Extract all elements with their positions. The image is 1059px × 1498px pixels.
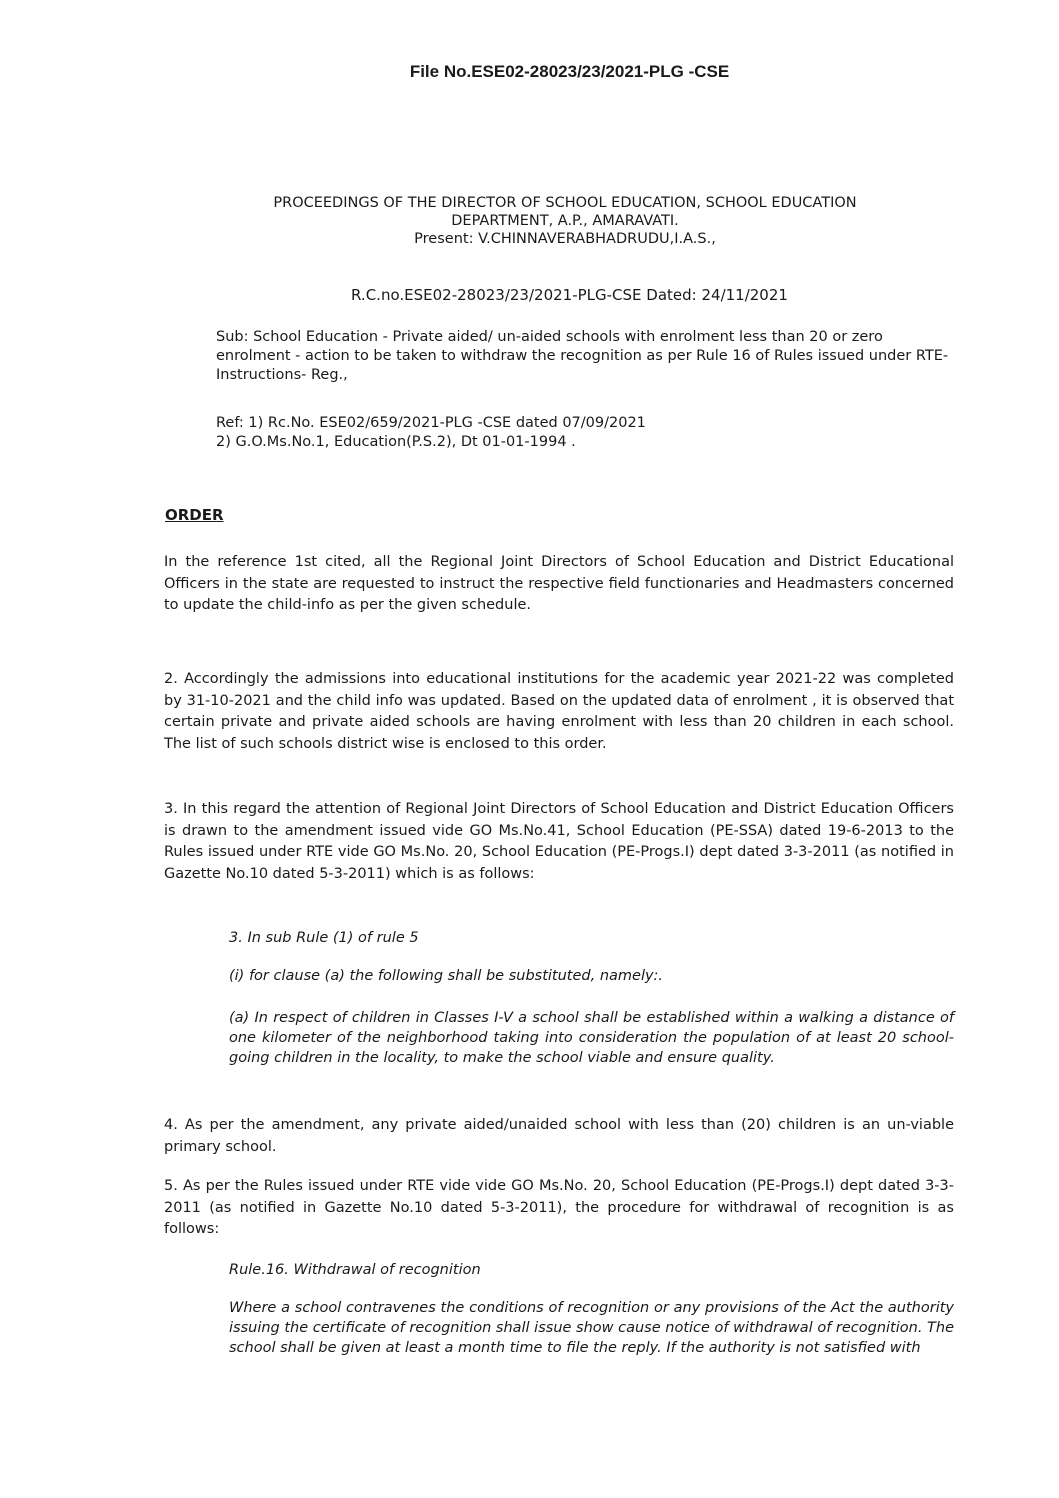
- paragraph-4: 4. As per the amendment, any private aided/unaided school with less than (20) children is an un-viable primary school.: [164, 1117, 954, 1155]
- paragraph-3: 3. In this regard the attention of Regional Joint Directors of School Education and District Education Officers is drawn to the amendment issued vide GO Ms.No.41, School Education (PE-SSA) dated 19-6-2013 to the Rules issued under RTE vide GO Ms.No. 20, School Education (PE-Progs.I) dept dated 3-3-2011 (as notified in Gazette No.10 dated 5-3-2011) which is as follows:: [164, 801, 954, 882]
- subject: Sub: School Education - Private aided/ un-aided schools with enrolment less than 20 or zero enrolment - action to be taken to withdraw the recognition as per Rule 16 of Rules issued under RTE- Instructions- Reg.,: [216, 329, 949, 383]
- quoted-clause: (i) for clause (a) the following shall be substituted, namely:.: [229, 968, 664, 984]
- quoted-rule-heading: 3. In sub Rule (1) of rule 5: [229, 930, 419, 946]
- rule-16-text: Where a school contravenes the conditions of recognition or any provisions of the Act the authority issuing the certificate of recognition shall issue show cause notice of withdrawal of recognition. The school shall be given at least a month time to file the reply. If the authority is not satisfied with: [229, 1300, 955, 1356]
- paragraph-1: In the reference 1st cited, all the Regional Joint Directors of School Education and District Educational Officers in the state are requested to instruct the respective field functionaries and Headmasters concerned to update the child-info as per the given schedule.: [164, 554, 954, 613]
- references: [216, 414, 961, 452]
- header-line-3: Present: V.CHINNAVERABHADRUDU,I.A.S.,: [414, 231, 716, 247]
- header-line-1: PROCEEDINGS OF THE DIRECTOR OF SCHOOL EDUCATION, SCHOOL EDUCATION: [273, 195, 857, 211]
- rc-number-date: R.C.no.ESE02-28023/23/2021-PLG-CSE Dated: 24/11/2021: [351, 286, 788, 304]
- rule-16-heading: Rule.16. Withdrawal of recognition: [229, 1262, 481, 1278]
- proceedings-header: [170, 194, 960, 248]
- reference-1: Ref: 1) Rc.No. ESE02/659/2021-PLG -CSE dated 07/09/2021: [216, 415, 646, 431]
- order-heading: ORDER: [165, 506, 224, 524]
- reference-2: 2) G.O.Ms.No.1, Education(P.S.2), Dt 01-01-1994 .: [216, 434, 576, 450]
- file-number: File No.ESE02-28023/23/2021-PLG -CSE: [409, 62, 730, 81]
- paragraph-2: 2. Accordingly the admissions into educational institutions for the academic year 2021-22 was completed by 31-10-2021 and the child info was updated. Based on the updated data of enrolment , it is observed that certain private and private aided schools are having enrolment with less than 20 children in each school. The list of such schools district wise is enclosed to this order.: [164, 671, 954, 752]
- quoted-amendment-text: (a) In respect of children in Classes I-V a school shall be established within a walking a distance of one kilometer of the neighborhood taking into consideration the population of at least 20 school-going children in the locality, to make the school viable and ensure quality.: [229, 1010, 954, 1066]
- paragraph-5: 5. As per the Rules issued under RTE vide vide GO Ms.No. 20, School Education (PE-Progs.I) dept dated 3-3-2011 (as notified in Gazette No.10 dated 5-3-2011), the procedure for withdrawal of recognition is as follows:: [164, 1178, 954, 1237]
- header-line-2: DEPARTMENT, A.P., AMARAVATI.: [451, 213, 679, 229]
